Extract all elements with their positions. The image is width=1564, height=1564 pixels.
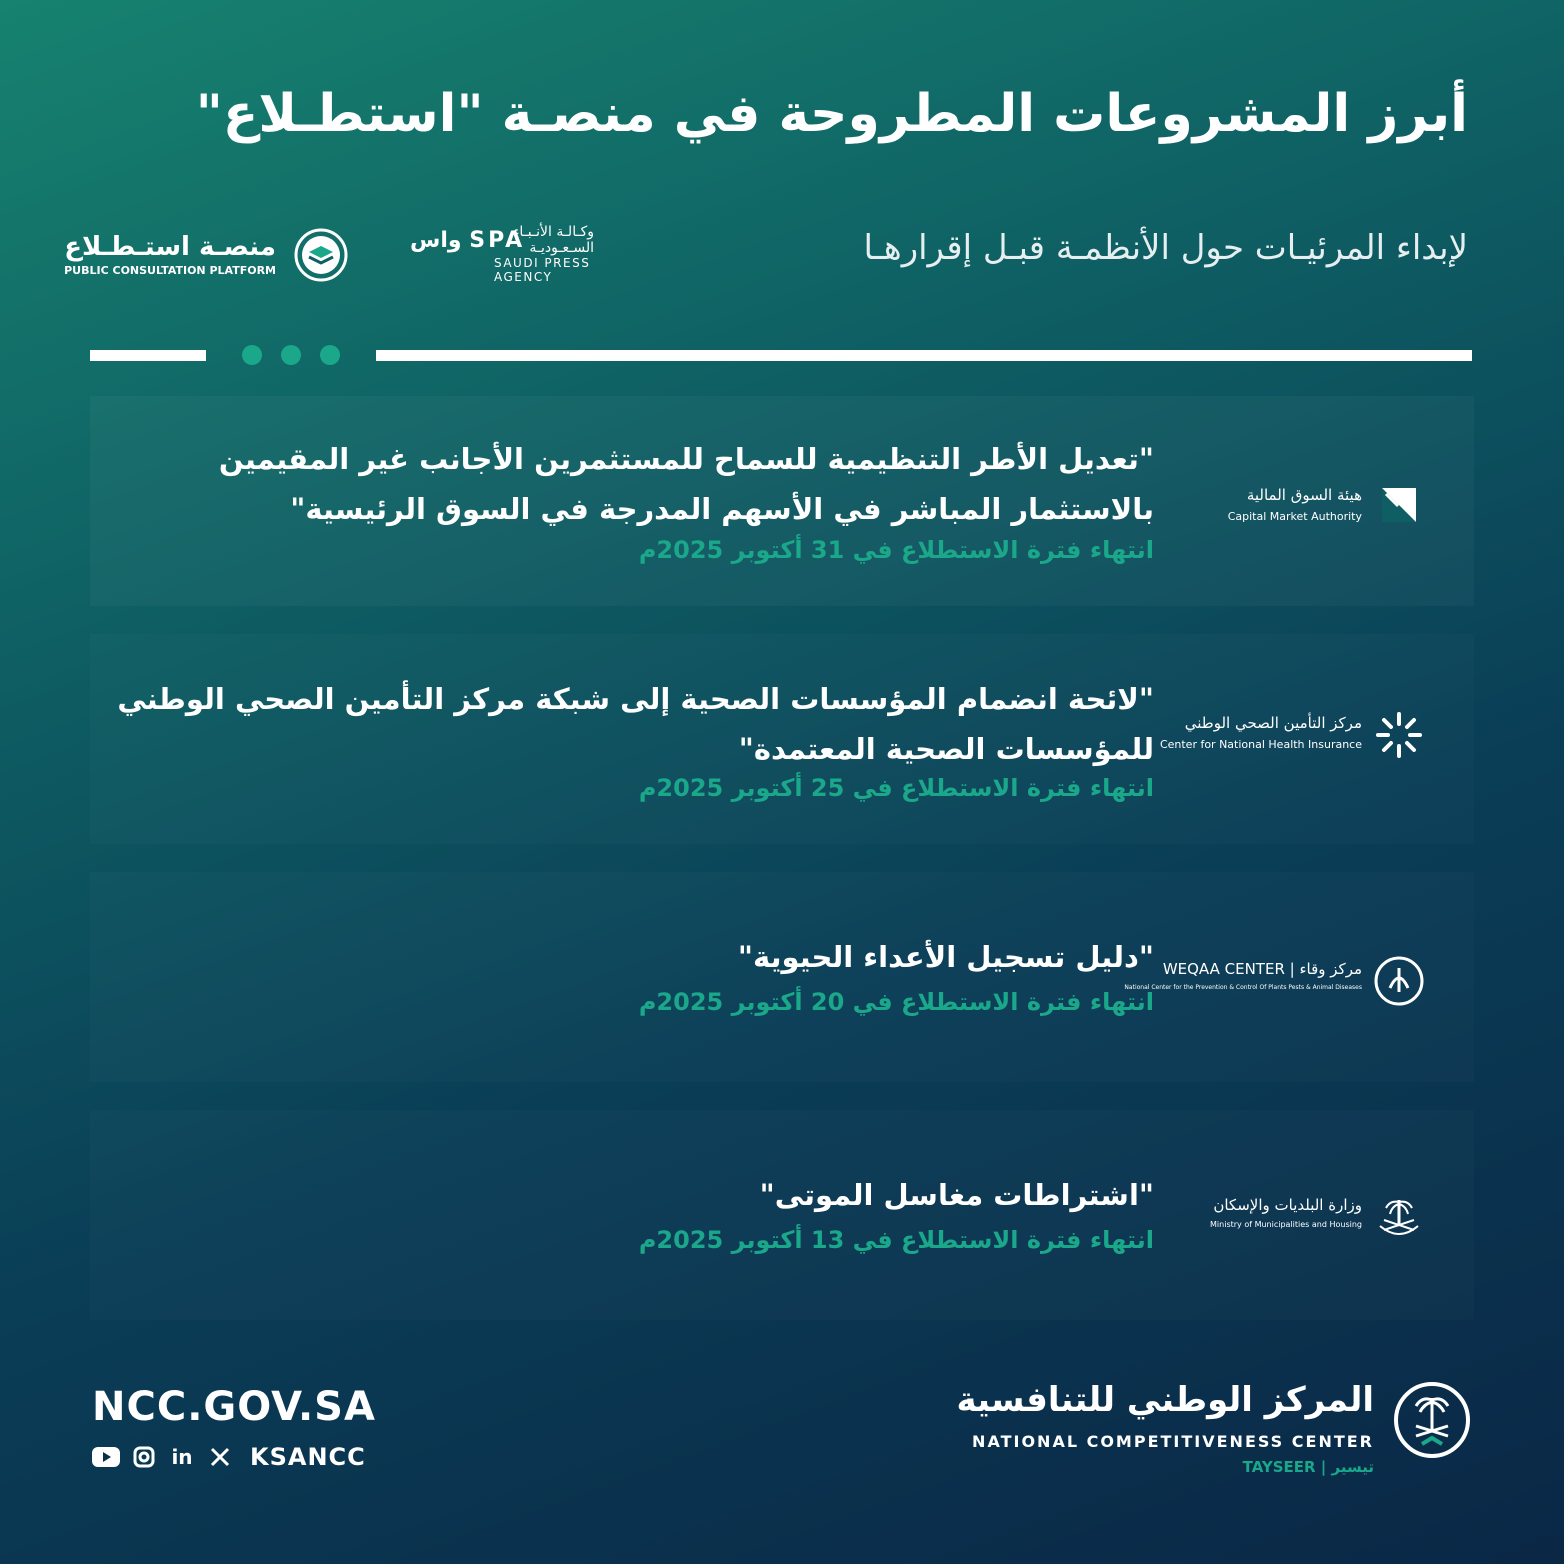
tayseer-label: TAYSEER | تيسير: [1242, 1458, 1374, 1476]
instagram-icon[interactable]: [130, 1443, 158, 1471]
ncc-emblem-icon: [1392, 1380, 1472, 1460]
ncc-logo: [956, 1380, 1472, 1490]
org-english-name: National Center for the Prevention & Control Of Plants Pests & Animal Diseases: [1124, 984, 1362, 991]
project-row: [90, 872, 1474, 1082]
org-arabic-name: هيئة السوق المالية: [1246, 486, 1362, 504]
divider-left: [90, 350, 206, 361]
cma-logo: [1196, 480, 1426, 550]
spa-arabic-name: وكـالـة الأنـبـاء السـعـوديـة: [512, 224, 594, 256]
cnhi-logo: [1159, 708, 1426, 778]
weqaa-emblem-icon: [1372, 954, 1426, 1008]
x-icon[interactable]: [206, 1443, 234, 1471]
linkedin-icon[interactable]: in: [171, 1445, 193, 1469]
cnhi-star-icon: [1372, 708, 1426, 762]
ncc-english-name: NATIONAL COMPETITIVENESS CENTER: [972, 1432, 1374, 1451]
project-title: "دليل تسجيل الأعداء الحيوية": [737, 940, 1154, 974]
istitlaa-badge-icon: [294, 228, 348, 282]
cma-icon: [1372, 480, 1426, 534]
page-subtitle: لإبداء المرئيـات حول الأنظمـة قبـل إقرارهـا: [863, 228, 1468, 268]
project-row: [90, 1110, 1474, 1320]
project-date: انتهاء فترة الاستطلاع في 25 أكتوبر 2025م: [638, 774, 1154, 802]
divider-dot: [242, 345, 262, 365]
divider-dot: [281, 345, 301, 365]
istitlaa-logo: [64, 228, 348, 286]
palm-swords-icon: [1372, 1190, 1426, 1244]
divider-dot: [320, 345, 340, 365]
social-links: [92, 1440, 366, 1474]
project-row: [90, 396, 1474, 606]
istitlaa-arabic-name: منصـة استـطـلاع: [64, 232, 276, 262]
project-date: انتهاء فترة الاستطلاع في 13 أكتوبر 2025م: [638, 1226, 1154, 1254]
org-arabic-name: مركز وقاء | WEQAA CENTER: [1162, 960, 1362, 978]
website-link[interactable]: NCC.GOV.SA: [92, 1384, 376, 1430]
org-english-name: Center for National Health Insurance: [1159, 738, 1362, 751]
page-title: أبرز المشروعات المطروحة في منصـة "استطـلاع": [195, 84, 1468, 144]
project-title: "لائحة انضمام المؤسسات الصحية إلى شبكة مركز التأمين الصحي الوطني للمؤسسات الصحية المعتمدة": [117, 682, 1154, 766]
spa-logo: [410, 224, 600, 286]
istitlaa-english-name: PUBLIC CONSULTATION PLATFORM: [64, 264, 276, 277]
ncc-arabic-name: المركز الوطني للتنافسية: [956, 1380, 1374, 1420]
project-date: انتهاء فترة الاستطلاع في 20 أكتوبر 2025م: [638, 988, 1154, 1016]
momah-logo: [1196, 1190, 1426, 1260]
project-row: [90, 634, 1474, 844]
org-english-name: Capital Market Authority: [1227, 510, 1362, 523]
org-arabic-name: مركز التأمين الصحي الوطني: [1184, 714, 1362, 732]
project-title: "اشتراطات مغاسل الموتى": [759, 1178, 1154, 1212]
divider-right: [376, 350, 1472, 361]
spa-mark: واس SPA: [410, 228, 526, 253]
org-arabic-name: وزارة البلديات والإسكان: [1213, 1196, 1362, 1214]
youtube-icon[interactable]: [92, 1443, 120, 1471]
social-handle[interactable]: KSANCC: [250, 1443, 366, 1471]
project-date: انتهاء فترة الاستطلاع في 31 أكتوبر 2025م: [638, 536, 1154, 564]
project-title: "تعديل الأطر التنظيمية للسماح للمستثمرين الأجانب غير المقيمين بالاستثمار المباشر في الأسهم المدرجة في السوق الرئيسية": [218, 442, 1154, 526]
org-english-name: Ministry of Municipalities and Housing: [1210, 1220, 1362, 1229]
spa-english-name: SAUDI PRESS AGENCY: [494, 256, 591, 284]
weqaa-logo: [1124, 954, 1426, 1024]
